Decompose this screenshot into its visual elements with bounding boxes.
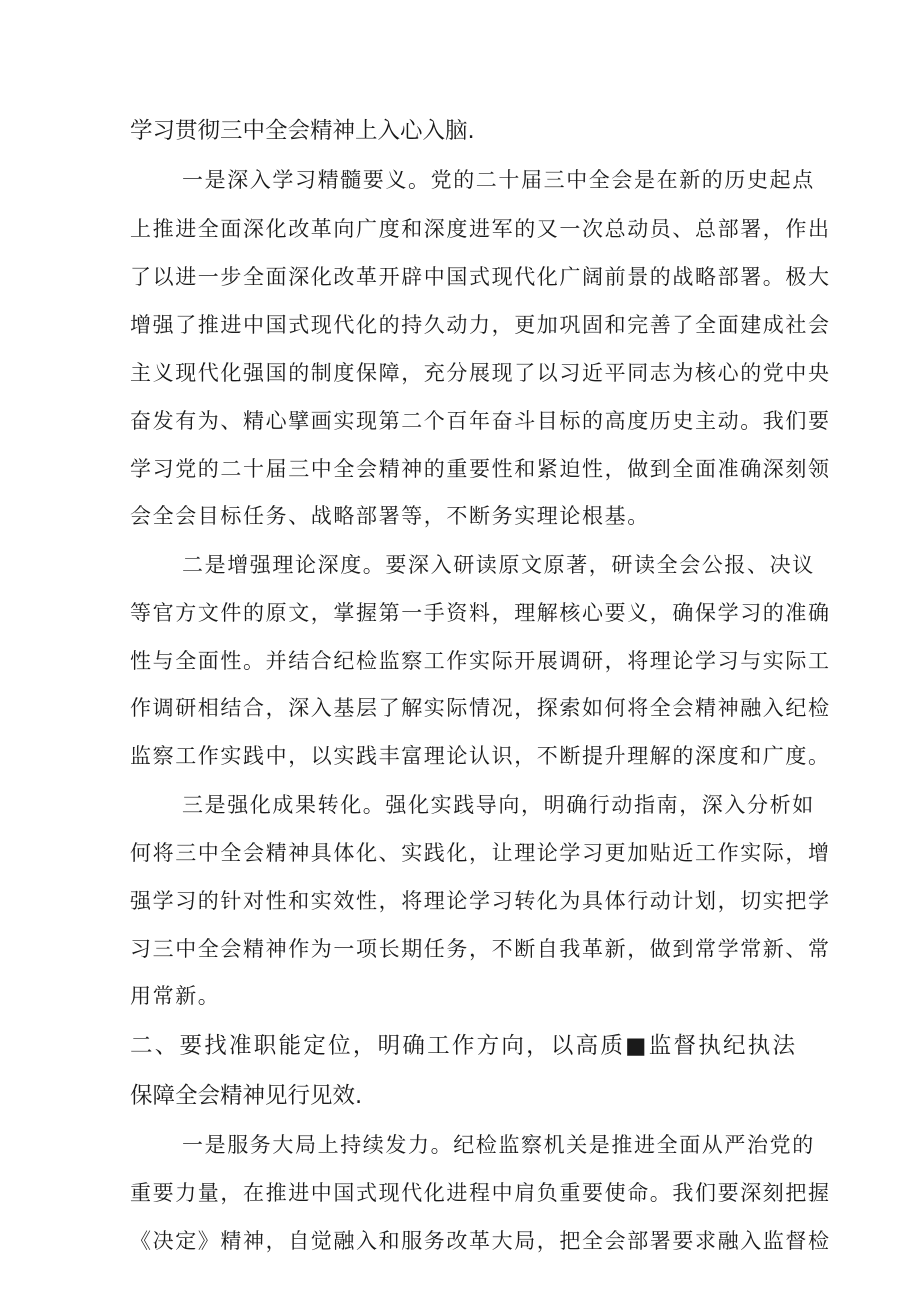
section-heading: 二、要找准职能定位，明确工作方向，以高质■监督执纪执法 [130, 1033, 795, 1059]
paragraph-line: 监察工作实践中，以实践丰富理论认识，不断提升理解的深度和广度。 [130, 744, 831, 768]
paragraph-line: 强学习的针对性和实效性，将理论学习转化为具体行动计划，切实把学 [130, 889, 831, 913]
paragraph-line: 了以进一步全面深化改革开辟中国式现代化广阔前景的战略部署。极大 [130, 265, 831, 289]
paragraph-line: 一是服务大局上持续发力。纪检监察机关是推进全面从严治党的 [182, 1133, 815, 1157]
paragraph-line: 增强了推进中国式现代化的持久动力，更加巩固和完善了全面建成社会 [130, 313, 831, 337]
paragraph-line: 二是增强理论深度。要深入研读原文原著，研读全会公报、决议 [182, 553, 815, 577]
paragraph-line: 主义现代化强国的制度保障，充分展现了以习近平同志为核心的党中央 [130, 361, 831, 385]
paragraph-line: 重要力量，在推进中国式现代化进程中肩负重要使命。我们要深刻把握 [130, 1181, 831, 1205]
paragraph-line: 上推进全面深化改革向广度和深度进军的又一次总动员、总部署，作出 [130, 217, 831, 241]
paragraph-line: 奋发有为、精心擘画实现第二个百年奋斗目标的高度历史主动。我们要 [130, 409, 831, 433]
paragraph-line: 三是强化成果转化。强化实践导向，明确行动指南，深入分析如 [182, 793, 815, 817]
paragraph-line: 等官方文件的原文，掌握第一手资料，理解核心要义，确保学习的准确 [130, 601, 831, 625]
paragraph-line: 何将三中全会精神具体化、实践化，让理论学习更加贴近工作实际，增 [130, 841, 831, 865]
paragraph-line: 会全会目标任务、战略部署等，不断务实理论根基。 [130, 504, 650, 528]
paragraph-line: 用常新。 [130, 984, 221, 1008]
paragraph-line: 性与全面性。并结合纪检监察工作实际开展调研，将理论学习与实际工 [130, 649, 831, 673]
paragraph-line: 作调研相结合，深入基层了解实际情况，探索如何将全会精神融入纪检 [130, 696, 831, 720]
paragraph-line: 学习党的二十届三中全会精神的重要性和紧迫性，做到全面准确深刻领 [130, 457, 831, 481]
section-heading-continuation: 学习贯彻三中全会精神上入心入脑. [130, 118, 475, 144]
paragraph-line: 《决定》精神，自觉融入和服务改革大局，把全会部署要求融入监督检 [130, 1229, 831, 1253]
section-heading: 保障全会精神见行见效. [130, 1083, 363, 1109]
paragraph-line: 一是深入学习精髓要义。党的二十届三中全会是在新的历史起点 [182, 168, 815, 192]
paragraph-line: 习三中全会精神作为一项长期任务，不断自我革新，做到常学常新、常 [130, 937, 831, 961]
